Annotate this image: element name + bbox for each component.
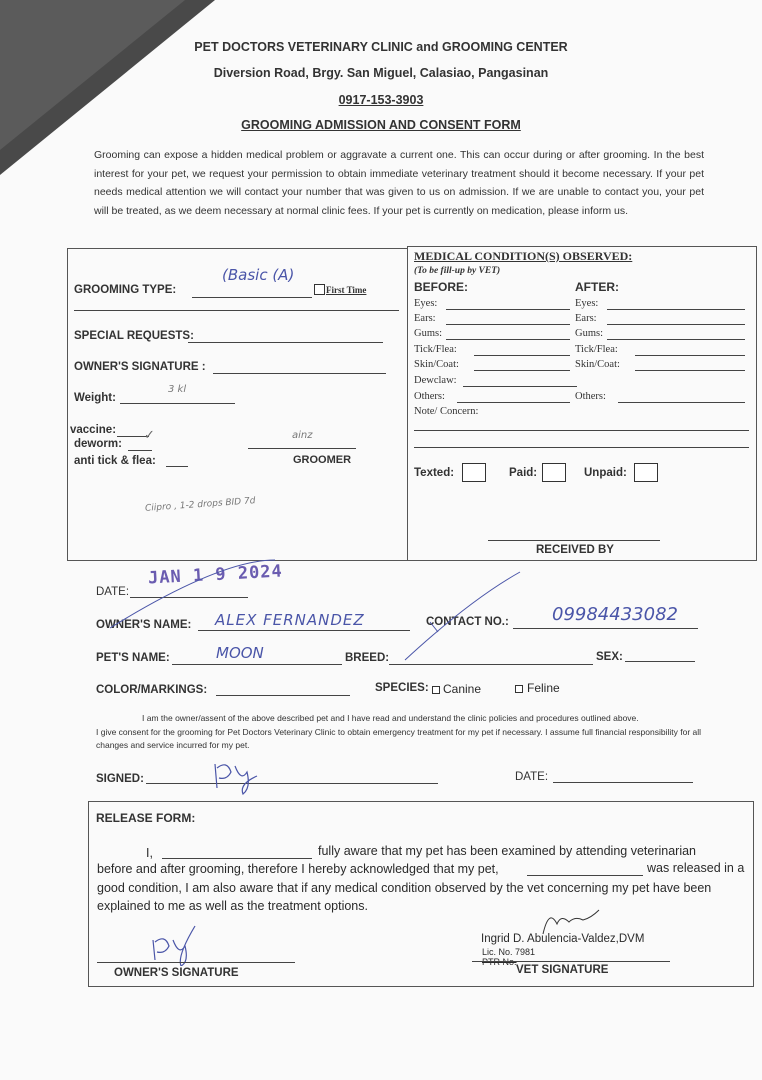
clinic-phone: 0917-153-3903	[338, 93, 424, 107]
vet-name: Ingrid D. Abulencia-Valdez,DVM	[481, 933, 645, 945]
after-item-label: Eyes:	[575, 298, 599, 309]
first-time-label: First Time	[326, 285, 367, 295]
medical-subtitle: (To be fill-up by VET)	[414, 266, 501, 276]
deworm-check: ✓	[144, 428, 155, 443]
release-text-2: fully aware that my pet has been examined by attending veterinarian	[318, 844, 697, 858]
before-label: BEFORE:	[414, 280, 468, 294]
release-owner-line	[97, 962, 295, 963]
texted-label: Texted:	[414, 467, 455, 479]
medical-title: MEDICAL CONDITION(S) OBSERVED:	[414, 249, 633, 263]
clinic-name: PET DOCTORS VETERINARY CLINIC and GROOMING CENTER	[194, 40, 568, 54]
after-item-label: Tick/Flea:	[575, 344, 618, 355]
after-label: AFTER:	[575, 280, 619, 294]
unpaid-label: Unpaid:	[584, 467, 627, 479]
owner-signature-mark	[205, 758, 265, 798]
consent-line-1: I am the owner/assent of the above described pet and I have read and understand the clinic policies and procedures outlined above.	[142, 713, 639, 723]
color-markings-label: COLOR/MARKINGS:	[96, 684, 208, 696]
special-requests-label: SPECIAL REQUESTS:	[74, 330, 194, 342]
canine-label: Canine	[443, 682, 482, 696]
before-item-label: Ears:	[414, 313, 436, 324]
contact-label: CONTACT NO.:	[426, 616, 509, 628]
release-title: RELEASE FORM:	[96, 811, 196, 825]
contact-value: 09984433082	[552, 604, 678, 625]
before-item-label: Others:	[414, 391, 445, 402]
weight-value: 3 kl	[168, 384, 187, 395]
release-text-5: good condition, I am also aware that if any medical condition observed by the vet concerning my pet have been explained to me as well as the treatment options.	[97, 881, 712, 913]
release-i: I,	[146, 846, 153, 860]
groomer-signature: ainz	[292, 430, 313, 441]
release-text-3: before and after grooming, therefore I hereby acknowledged that my pet,	[97, 862, 499, 876]
paid-label: Paid:	[509, 467, 538, 479]
grooming-type-value: (Basic (A)	[222, 266, 295, 284]
medication-note: Ciipro , 1-2 drops BID 7d	[144, 496, 256, 514]
before-item-label: Dewclaw:	[414, 375, 457, 386]
signed-label: SIGNED:	[96, 773, 144, 785]
deworm-label: deworm:	[74, 438, 122, 450]
intro-paragraph: Grooming can expose a hidden medical problem or aggravate a current one. This can occur during or after grooming. In the best interest for your pet, we request your permission to obtain immediate veterinary treatment should it become necessary. If your pet needs medical attention we will contact your number that was given to us on admission. If we are unable to contact you, your pet will be treated, as we deem necessary at normal clinic fees. If your pet is currently on medication, please inform us.	[94, 149, 704, 217]
clinic-address: Diversion Road, Brgy. San Miguel, Calasiao, Pangasinan	[213, 66, 549, 80]
vet-signature-line	[472, 961, 670, 962]
after-item-label: Skin/Coat:	[575, 359, 620, 370]
vet-ptr: PTR No.	[482, 957, 517, 967]
after-item-label: Gums:	[575, 328, 604, 339]
pet-name-value: MOON	[216, 644, 264, 662]
release-name-line	[162, 858, 312, 859]
grooming-type-label: GROOMING TYPE:	[74, 284, 177, 296]
date-stamp: JAN 1 9 2024	[147, 561, 284, 589]
release-pet-line	[527, 875, 643, 876]
date-label: DATE:	[96, 586, 130, 598]
after-item-label: Ears:	[575, 313, 597, 324]
release-text-4: was released in a	[647, 861, 745, 875]
before-item-label: Skin/Coat:	[414, 359, 459, 370]
owner-signature-label: OWNER'S SIGNATURE :	[74, 361, 206, 373]
color-markings-line	[216, 695, 350, 696]
before-item-label: Eyes:	[414, 298, 438, 309]
received-by-label: RECEIVED BY	[536, 544, 614, 556]
groomer-label: GROOMER	[293, 454, 352, 466]
owner-name-value: ALEX FERNANDEZ	[215, 611, 365, 629]
owner-name-label: OWNER'S NAME:	[96, 619, 192, 631]
pet-name-label: PET'S NAME:	[96, 652, 170, 664]
vet-lic: Lic. No. 7981	[482, 947, 536, 957]
feline-label: Feline	[527, 681, 560, 695]
canine-checkbox[interactable]	[432, 686, 440, 694]
species-label: SPECIES:	[375, 682, 429, 694]
release-owner-label: OWNER'S SIGNATURE	[114, 967, 239, 979]
date2-line	[553, 782, 693, 783]
after-item-label: Others:	[575, 391, 606, 402]
date2-label: DATE:	[515, 771, 549, 783]
sex-label: SEX:	[596, 651, 623, 663]
release-owner-signature-mark	[145, 920, 205, 966]
vet-signature-label: VET SIGNATURE	[516, 964, 609, 976]
before-item-label: Gums:	[414, 328, 443, 339]
before-item-label: Tick/Flea:	[414, 344, 457, 355]
weight-label: Weight:	[74, 392, 116, 404]
note-concern-label: Note/ Concern:	[414, 406, 479, 417]
form-title: GROOMING ADMISSION AND CONSENT FORM	[241, 118, 521, 132]
feline-checkbox[interactable]	[515, 685, 523, 693]
anti-tick-label: anti tick & flea:	[74, 455, 156, 467]
vaccine-label: vaccine:	[70, 424, 117, 436]
consent-line-2: I give consent for the grooming for Pet Doctors Veterinary Clinic to obtain emergency treatment for my pet if necessary. I assume full financial responsibility for all changes and service incurred for my pet.	[96, 727, 702, 750]
breed-label: BREED:	[345, 652, 390, 664]
signed-line	[146, 783, 438, 784]
